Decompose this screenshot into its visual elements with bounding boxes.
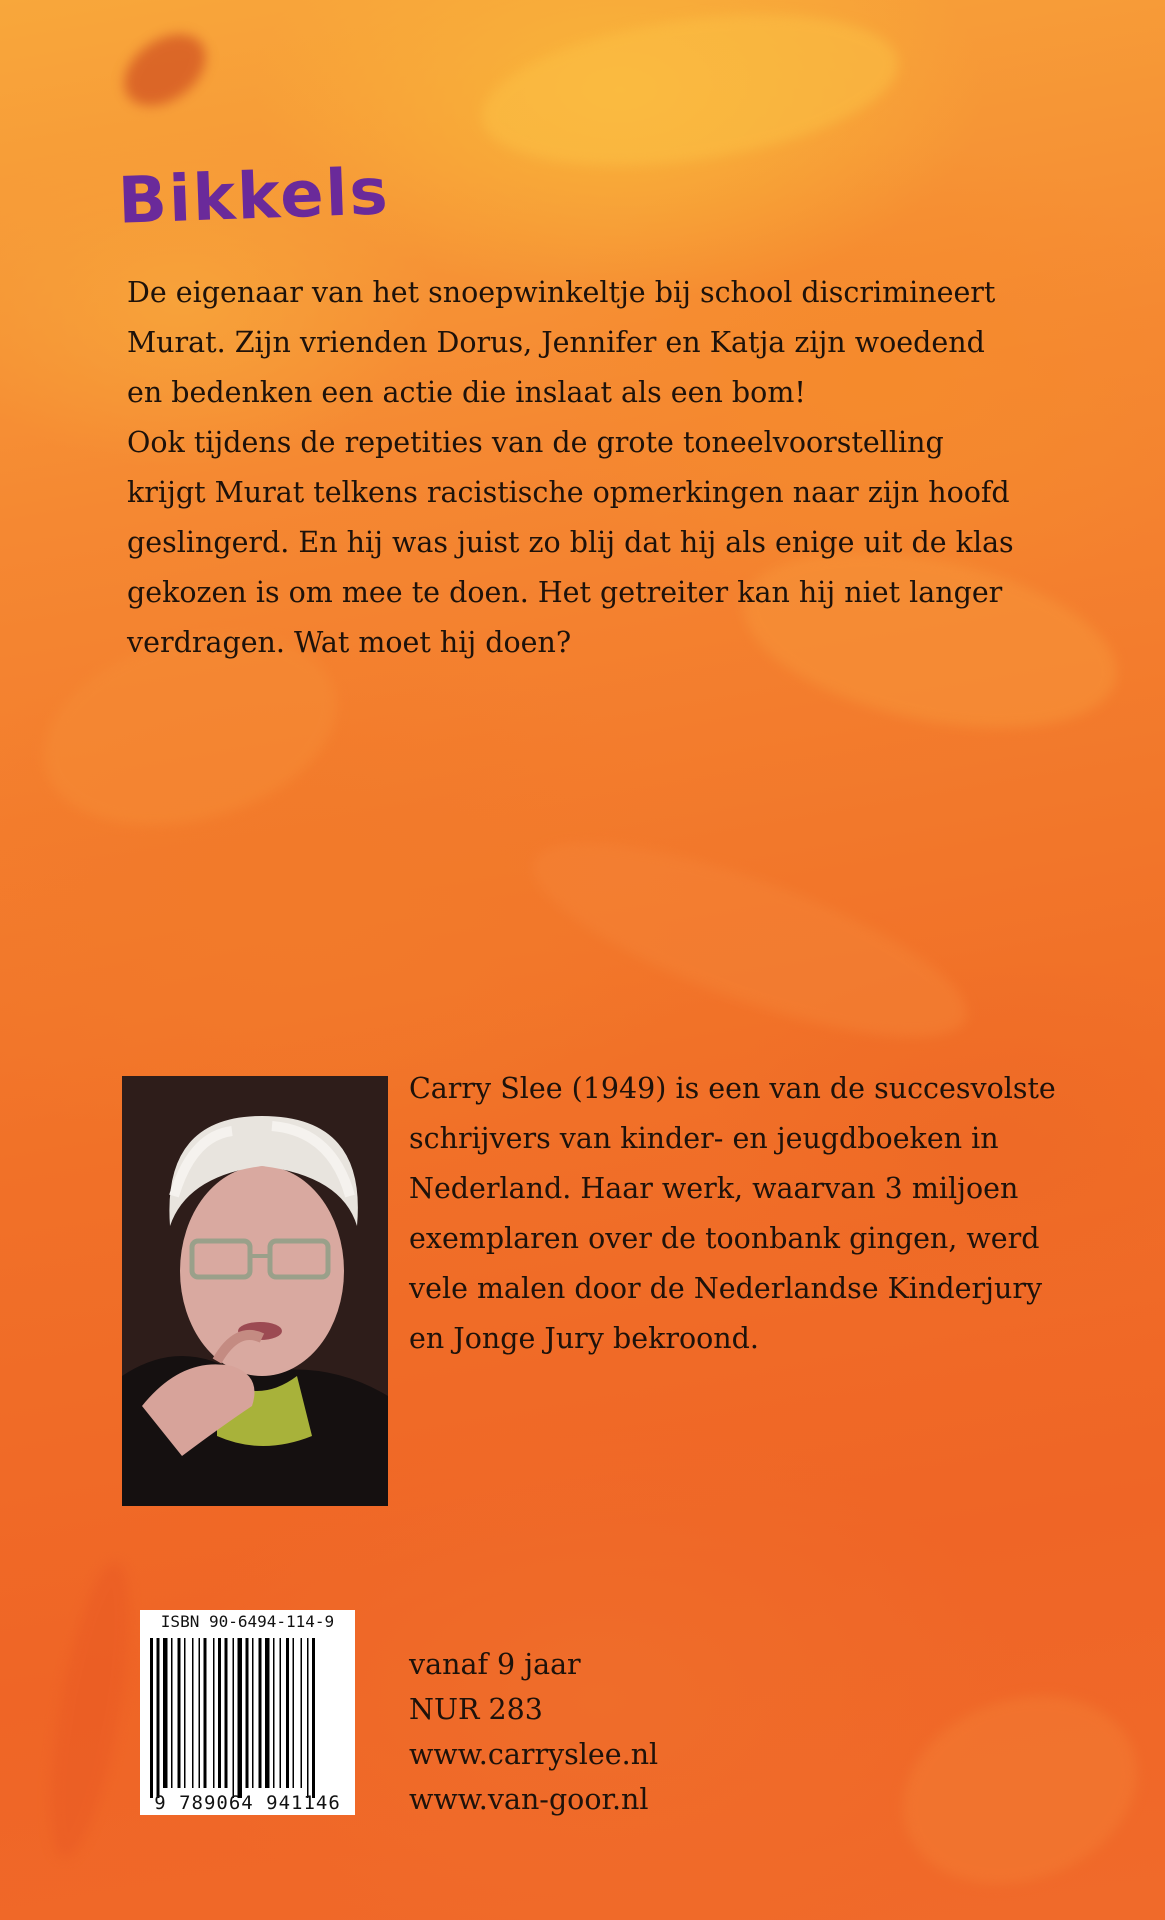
- barcode-bar: [213, 1638, 215, 1788]
- barcode-bar: [178, 1638, 181, 1788]
- barcode-bar: [233, 1638, 235, 1798]
- publisher-website-link[interactable]: www.van-goor.nl: [409, 1783, 649, 1816]
- ean-digits: 9 789064 941146: [154, 1792, 341, 1814]
- barcode-bar: [204, 1638, 207, 1788]
- bio-line: Nederland. Haar werk, waarvan 3 miljoen: [409, 1172, 1019, 1205]
- blurb-line: geslingerd. En hij was juist zo blij dat hij als enige uit de klas: [127, 526, 1014, 559]
- barcode-bar: [293, 1638, 295, 1788]
- blurb-line: verdragen. Wat moet hij doen?: [127, 626, 572, 659]
- bio-line: exemplaren over de toonbank gingen, werd: [409, 1222, 1040, 1255]
- bio-line: Carry Slee (1949) is een van de succesvolste: [409, 1072, 1056, 1105]
- isbn-label: ISBN 90-6494-114-9: [160, 1612, 335, 1631]
- barcode-bar: [150, 1638, 153, 1798]
- barcode-bar: [280, 1638, 282, 1788]
- barcode-bar: [307, 1638, 309, 1798]
- barcode-bar: [184, 1638, 186, 1788]
- blurb-line: gekozen is om mee te doen. Het getreiter kan hij niet langer: [127, 576, 1003, 609]
- book-blurb: [127, 268, 1087, 668]
- barcode-bar: [286, 1638, 289, 1788]
- barcode-bar: [171, 1638, 173, 1788]
- barcode-bar: [252, 1638, 254, 1788]
- bio-line: en Jonge Jury bekroond.: [409, 1322, 759, 1355]
- blurb-line: krijgt Murat telkens racistische opmerkingen naar zijn hoofd: [127, 476, 1010, 509]
- barcode-bar: [225, 1638, 228, 1788]
- author-website-link[interactable]: www.carryslee.nl: [409, 1738, 659, 1771]
- bio-line: schrijvers van kinder- en jeugdboeken in: [409, 1122, 999, 1155]
- barcode-bar: [265, 1638, 270, 1788]
- barcode-bar: [301, 1638, 303, 1788]
- book-info: [409, 1642, 658, 1822]
- series-logo: Bikkels: [116, 155, 391, 239]
- barcode-bar: [273, 1638, 275, 1788]
- blurb-line: De eigenaar van het snoepwinkeltje bij school discrimineert: [127, 276, 996, 309]
- isbn-barcode: [140, 1610, 355, 1815]
- barcode-bar: [238, 1638, 243, 1798]
- blurb-line: en bedenken een actie die inslaat als een bom!: [127, 376, 806, 409]
- barcode-bar: [259, 1638, 262, 1788]
- bio-line: vele malen door de Nederlandse Kinderjury: [409, 1272, 1043, 1305]
- author-photo: [122, 1076, 388, 1506]
- barcode-bar: [246, 1638, 249, 1788]
- blurb-line: Ook tijdens de repetities van de grote toneelvoorstelling: [127, 426, 944, 459]
- nur-code: NUR 283: [409, 1693, 543, 1726]
- author-portrait-illustration: [122, 1076, 388, 1506]
- barcode-bars: [140, 1610, 355, 1815]
- age-label: vanaf 9 jaar: [409, 1648, 581, 1681]
- blurb-line: Murat. Zijn vrienden Dorus, Jennifer en Katja zijn woedend: [127, 326, 985, 359]
- barcode-bar: [157, 1638, 160, 1798]
- barcode-bar: [192, 1638, 194, 1788]
- author-bio: [409, 1064, 1089, 1364]
- barcode-bar: [199, 1638, 201, 1788]
- barcode-bar: [218, 1638, 221, 1788]
- barcode-bar: [163, 1638, 168, 1788]
- barcode-bar: [312, 1638, 315, 1798]
